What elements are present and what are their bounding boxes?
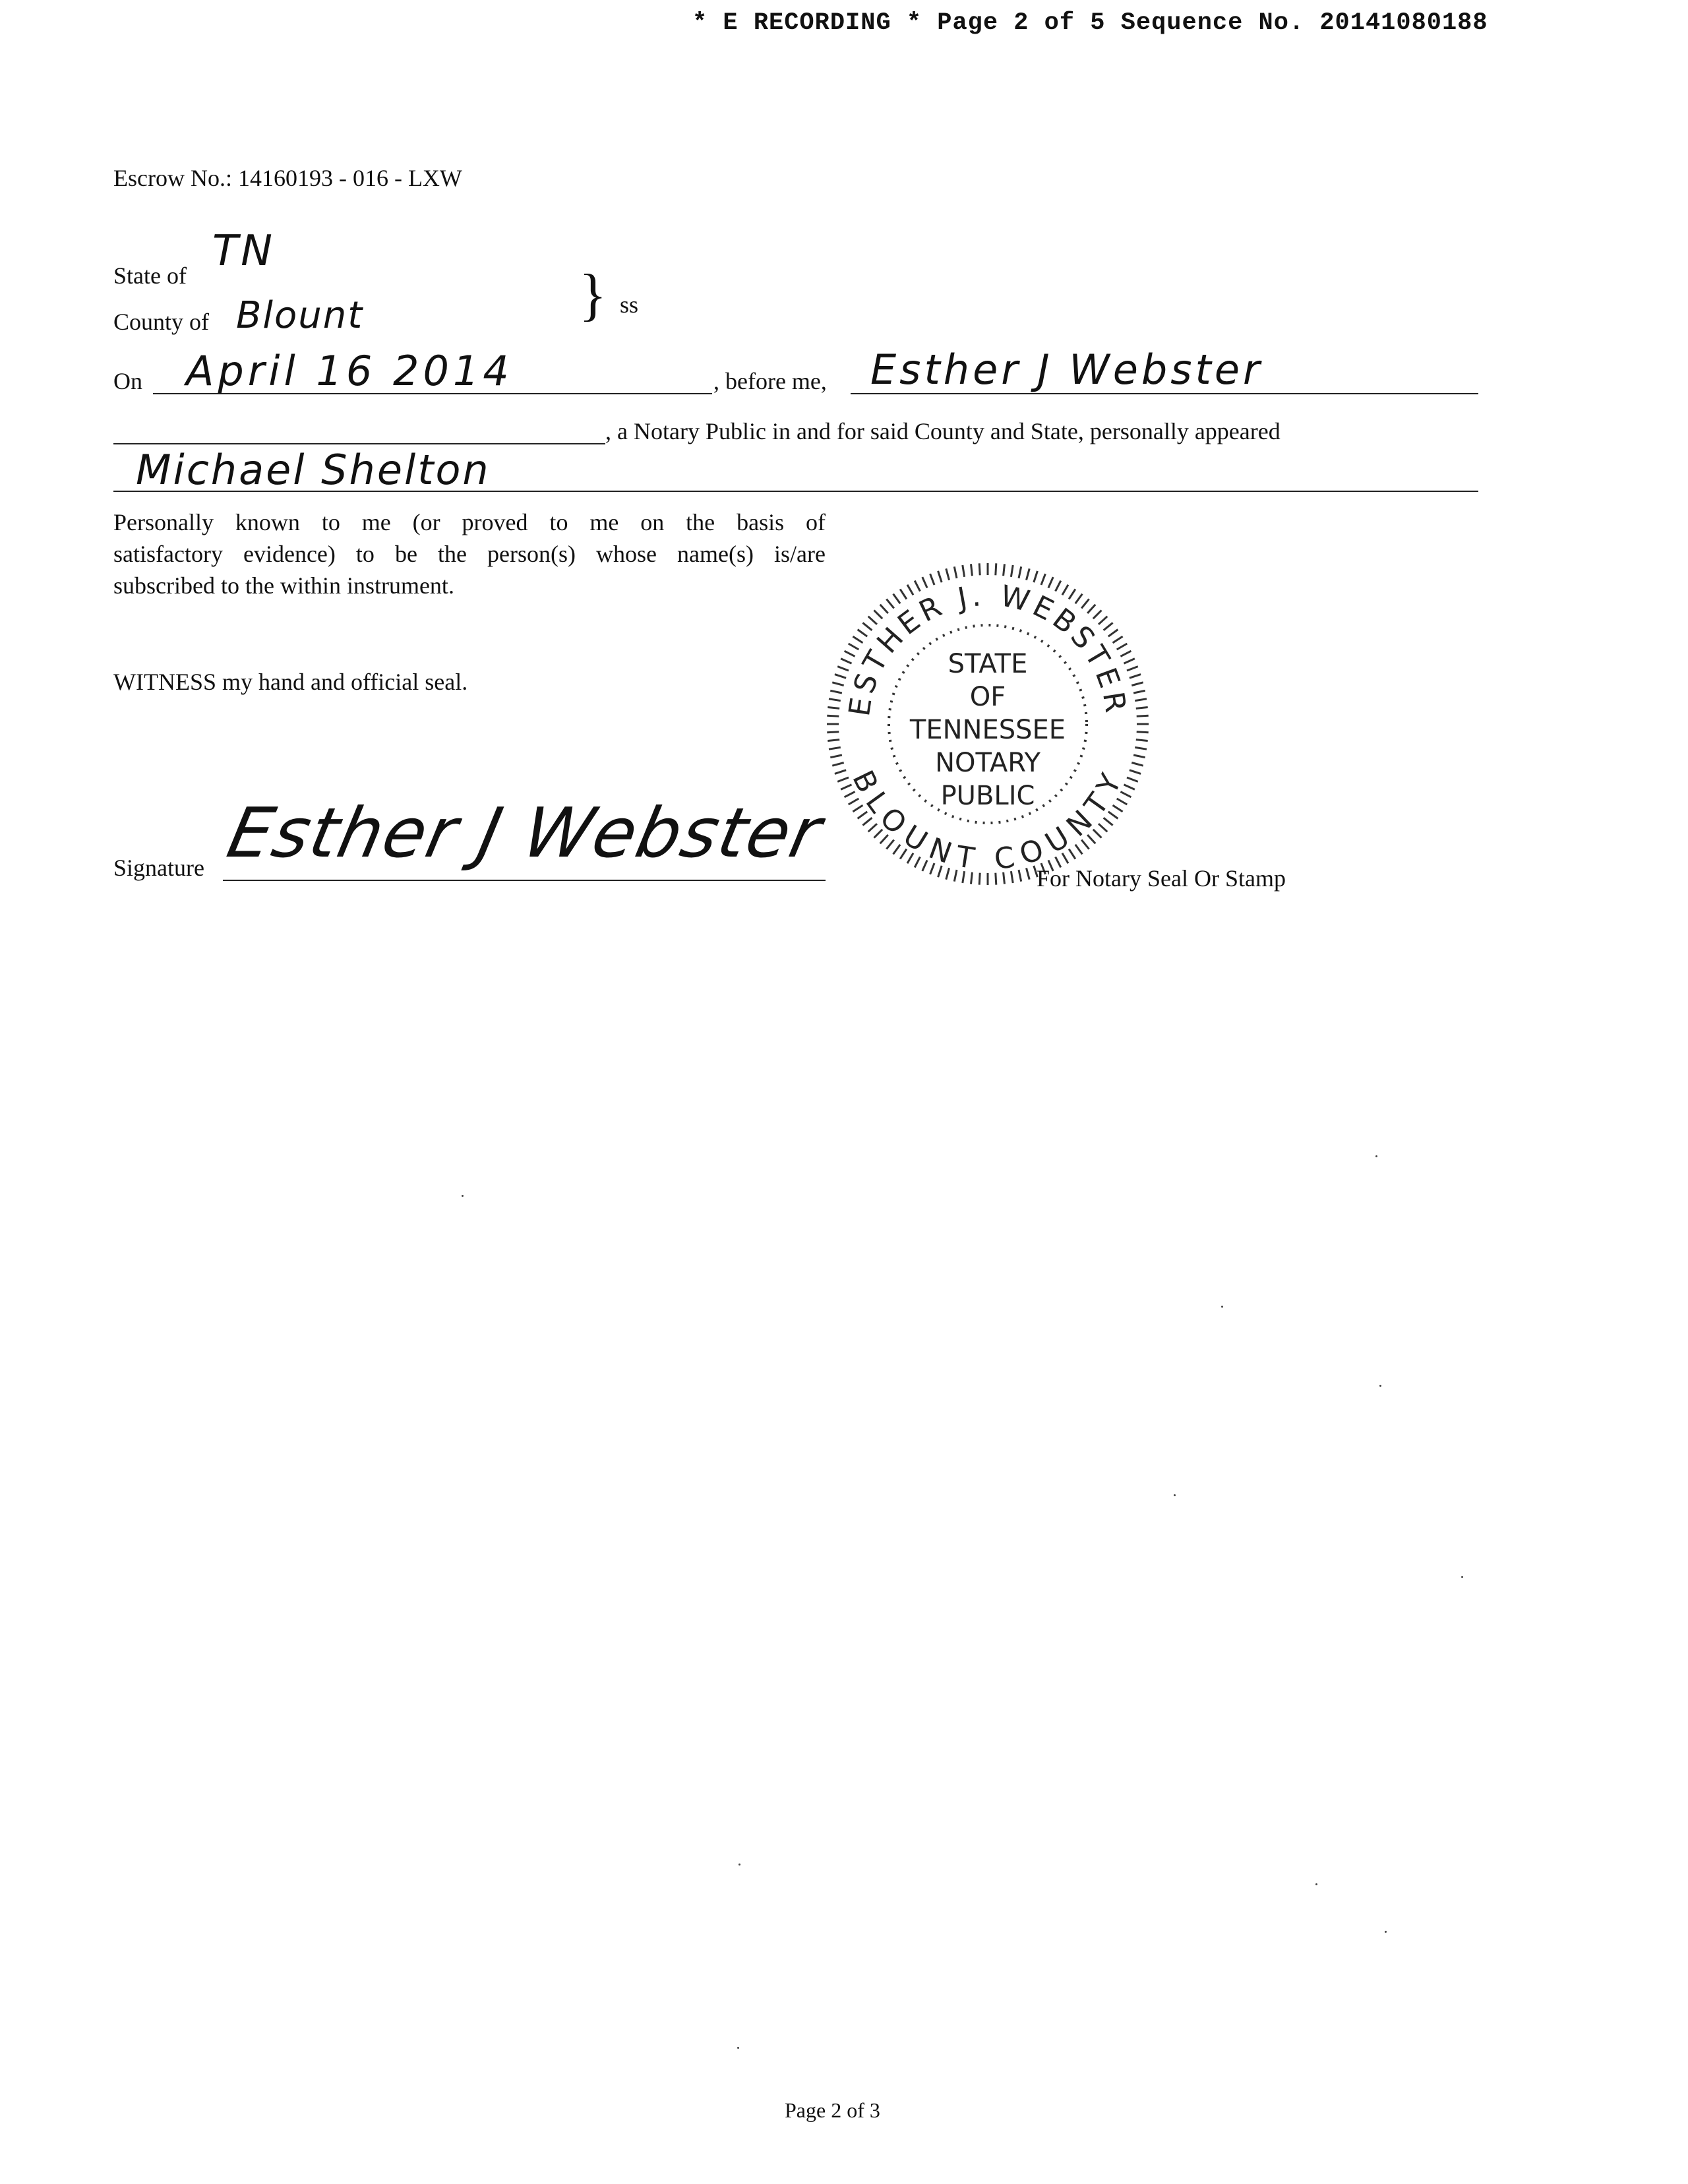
venue-brace: } <box>579 263 607 327</box>
seal-tick <box>829 699 841 701</box>
state-label: State of <box>113 262 187 289</box>
paragraph-line-2: satisfactory evidence) to be the person(s) whose name(s) is/are <box>113 541 826 567</box>
seal-tick <box>1056 581 1061 592</box>
notary-seal-icon <box>823 559 1153 889</box>
scan-speck <box>1385 1931 1387 1933</box>
seal-tick <box>841 659 851 663</box>
seal-tick <box>1137 732 1149 733</box>
seal-tick <box>1117 799 1128 804</box>
state-value: TN <box>212 227 275 276</box>
date-value: April 16 2014 <box>186 347 513 395</box>
scan-speck <box>1221 1306 1223 1308</box>
scan-speck <box>1315 1883 1317 1885</box>
notary-name: Esther J Webster <box>870 346 1263 394</box>
seal-tick <box>858 630 868 637</box>
seal-tick <box>832 763 843 766</box>
seal-tick <box>893 594 901 604</box>
seal-tick <box>1120 651 1131 656</box>
seal-tick <box>1081 599 1089 608</box>
seal-caption: For Notary Seal Or Stamp <box>1037 865 1286 892</box>
escrow-line <box>113 166 462 190</box>
seal-tick <box>835 770 846 774</box>
seal-tick <box>829 747 841 749</box>
seal-tick <box>1117 644 1128 650</box>
county-label: County of <box>113 309 210 335</box>
scan-speck <box>462 1195 464 1197</box>
seal-tick <box>938 571 942 582</box>
seal-tick <box>874 611 883 619</box>
seal-tick <box>1135 699 1147 701</box>
scan-speck <box>1174 1494 1176 1496</box>
seal-tick <box>1011 565 1013 577</box>
seal-tick <box>1136 708 1148 709</box>
scan-speck <box>1461 1576 1463 1578</box>
acknowledgment-paragraph <box>113 506 826 601</box>
recording-header: * E RECORDING * Page 2 of 5 Sequence No. 20141080188 <box>692 9 1488 37</box>
seal-tick <box>849 644 859 650</box>
escrow-label: Escrow No.: <box>113 165 232 191</box>
seal-tick <box>1133 755 1145 758</box>
seal-tick <box>827 715 839 716</box>
seal-tick <box>1087 605 1095 613</box>
seal-tick <box>1130 675 1141 679</box>
seal-tick <box>1027 568 1030 580</box>
seal-tick <box>922 577 927 588</box>
seal-tick <box>1048 577 1053 588</box>
seal-tick <box>900 589 907 599</box>
seal-tick <box>1127 667 1138 671</box>
seal-tick <box>886 599 893 608</box>
seal-center-line-3: TENNESSEE <box>909 715 1066 745</box>
seal-tick <box>1069 589 1075 599</box>
seal-tick <box>1099 617 1107 624</box>
seal-tick <box>1131 682 1143 686</box>
blank-underline <box>113 443 605 444</box>
seal-tick <box>971 564 973 576</box>
scan-speck <box>738 1864 740 1866</box>
seal-center-line-4: NOTARY <box>935 748 1040 778</box>
seal-tick <box>845 651 855 656</box>
seal-tick <box>1062 585 1068 595</box>
seal-tick <box>868 617 877 624</box>
seal-tick <box>1104 622 1113 630</box>
seal-tick <box>1004 564 1005 576</box>
appeared-name: Michael Shelton <box>136 446 491 494</box>
seal-tick <box>1034 571 1038 582</box>
seal-tick <box>1136 740 1148 741</box>
seal-center-line-1: STATE <box>948 649 1028 679</box>
seal-tick <box>963 565 965 577</box>
seal-outer-bottom-text: BLOUNT COUNTY <box>845 765 1130 877</box>
scan-speck <box>737 2047 739 2049</box>
seal-tick <box>1093 611 1102 619</box>
seal-tick <box>954 566 957 578</box>
seal-tick <box>1108 630 1118 637</box>
paragraph-line-3: subscribed to the within instrument. <box>113 572 454 599</box>
escrow-number: 14160193 - 016 - LXW <box>237 165 462 191</box>
seal-tick <box>1124 659 1135 663</box>
signature-label: Signature <box>113 855 204 881</box>
seal-outer-top-text: ESTHER J. WEBSTER <box>842 578 1133 719</box>
signature-underline <box>223 880 826 881</box>
scan-speck <box>1375 1155 1377 1157</box>
seal-tick <box>837 667 849 671</box>
seal-tick <box>979 563 980 575</box>
seal-tick <box>1130 770 1141 774</box>
seal-center-line-2: OF <box>969 682 1006 712</box>
notary-public-text: , a Notary Public in and for said County and State, personally appeared <box>605 418 1281 444</box>
seal-tick <box>1137 715 1149 716</box>
seal-tick <box>1041 574 1045 585</box>
paragraph-line-1: Personally known to me (or proved to me on the basis of <box>113 509 826 535</box>
seal-center-line-5: PUBLIC <box>940 781 1035 811</box>
seal-tick <box>915 581 920 592</box>
signature-value: Esther J Webster <box>221 793 829 873</box>
seal-tick <box>1019 566 1021 578</box>
seal-tick <box>862 622 872 630</box>
seal-tick <box>832 682 843 686</box>
seal-tick <box>1075 594 1083 604</box>
on-label: On <box>113 368 142 394</box>
seal-tick <box>1133 690 1145 693</box>
scan-speck <box>1379 1385 1381 1387</box>
page-footer: Page 2 of 3 <box>785 2098 880 2122</box>
seal-tick <box>1135 747 1147 749</box>
before-me-label: , before me, <box>713 368 827 394</box>
county-value: Blount <box>236 294 364 337</box>
seal-tick <box>907 585 913 595</box>
seal-tick <box>835 675 846 679</box>
seal-tick <box>830 755 842 758</box>
seal-tick <box>930 574 934 585</box>
seal-tick <box>1113 636 1123 643</box>
seal-tick <box>880 605 888 613</box>
ss-label: ss <box>620 291 639 318</box>
seal-tick <box>853 636 862 643</box>
seal-tick <box>828 740 839 741</box>
seal-tick <box>830 690 842 693</box>
seal-tick <box>946 568 950 580</box>
seal-tick <box>828 708 839 709</box>
witness-text: WITNESS my hand and official seal. <box>113 669 468 695</box>
seal-tick <box>1131 763 1143 766</box>
seal-tick <box>827 732 839 733</box>
